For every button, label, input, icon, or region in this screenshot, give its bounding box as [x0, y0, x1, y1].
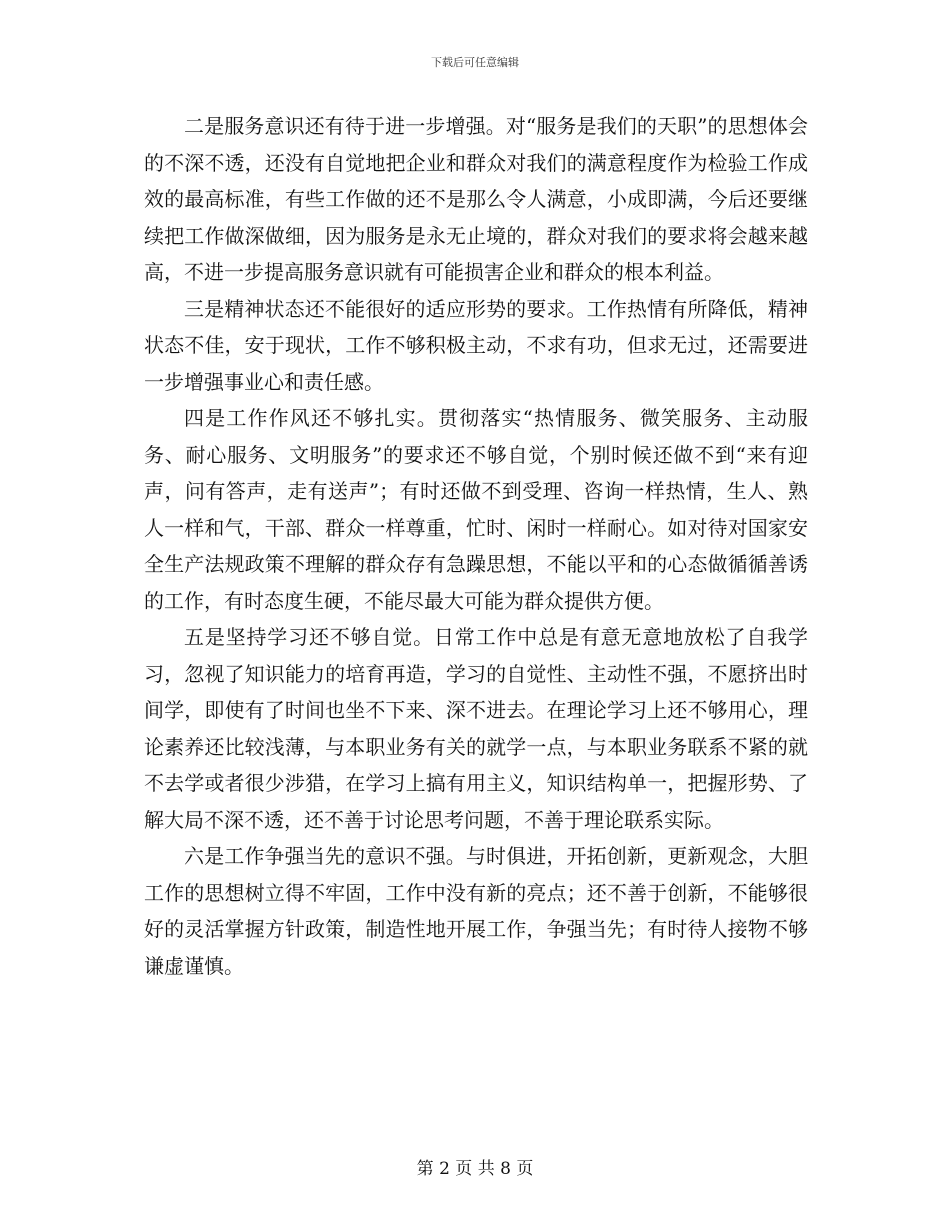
paragraph-striving: 六是工作争强当先的意识不强。与时俱进，开拓创新，更新观念，大胆工作的思想树立得不牢固，工作中没有新的亮点；还不善于创新，不能够很好的灵活掌握方针政策，制造性地开展工作，争强当先；有时待人接物不够谦虚谨慎。: [144, 844, 808, 978]
paragraph-study: 五是坚持学习还不够自觉。日常工作中总是有意无意地放松了自我学习，忽视了知识能力的培育再造，学习的自觉性、主动性不强，不愿挤出时间学，即使有了时间也坐不下来、深不进去。在理论学习上还不够用心，理论素养还比较浅薄，与本职业务有关的就学一点，与本职业务联系不紧的就不去学或者很少涉猎，在学习上搞有用主义，知识结构单一，把握形势、了解大局不深不透，还不善于讨论思考问题，不善于理论联系实际。: [144, 625, 808, 832]
paragraph-work-style: 四是工作作风还不够扎实。贯彻落实“热情服务、微笑服务、主动服务、耐心服务、文明服务”的要求还不够自觉，个别时候还做不到“来有迎声，问有答声，走有送声”；有时还做不到受理、咨询一样热情，生人、熟人一样和气，干部、群众一样尊重，忙时、闲时一样耐心。如对待对国家安全生产法规政策不理解的群众存有急躁思想，不能以平和的心态做循循善诱的工作，有时态度生硬，不能尽最大可能为群众提供方便。: [144, 406, 808, 613]
page-header-note: 下载后可任意编辑: [431, 56, 519, 69]
paragraph-mental-state: 三是精神状态还不能很好的适应形势的要求。工作热情有所降低，精神状态不佳，安于现状，工作不够积极主动，不求有功，但求无过，还需要进一步增强事业心和责任感。: [144, 296, 808, 394]
document-body: [144, 108, 808, 984]
page-number: 第 2 页 共 8 页: [416, 1159, 534, 1179]
paragraph-service-awareness: 二是服务意识还有待于进一步增强。对“服务是我们的天职”的思想体会的不深不透，还没有自觉地把企业和群众对我们的满意程度作为检验工作成效的最高标准，有些工作做的还不是那么令人满意，小成即满，今后还要继续把工作做深做细，因为服务是永无止境的，群众对我们的要求将会越来越高，不进一步提高服务意识就有可能损害企业和群众的根本利益。: [144, 114, 808, 284]
